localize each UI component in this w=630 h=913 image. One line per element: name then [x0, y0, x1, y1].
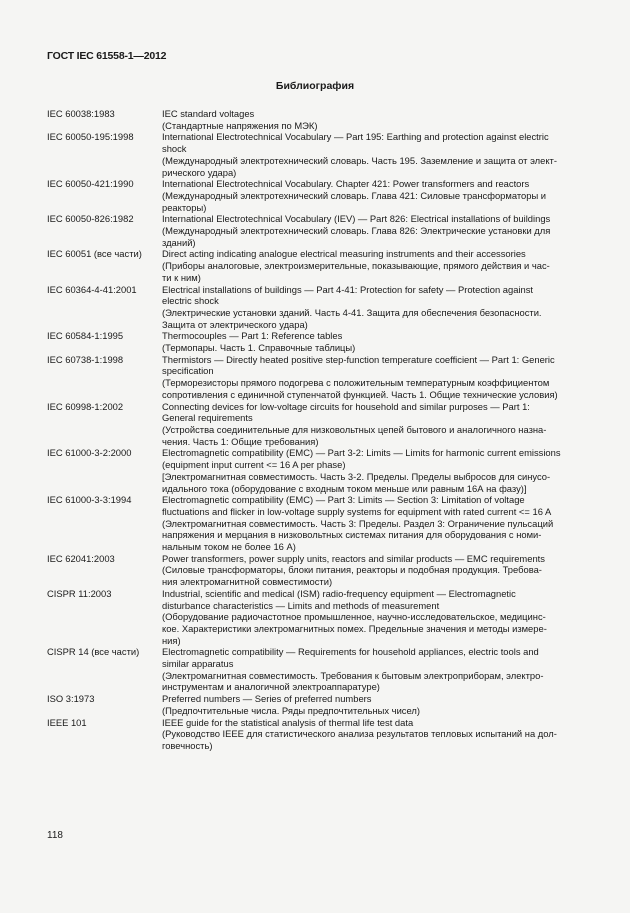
- bibliography-list: [47, 108, 583, 752]
- entry-description-line: Power transformers, power supply units, reactors and similar products — EMC requirements: [162, 552, 545, 564]
- entry-description-line: (Приборы аналоговые, электроизмерительные, показывающие, прямого действия и час-: [162, 260, 550, 272]
- entry-description-line: fluctuations and flicker in low-voltage supply systems for equipment with rated current <= 16 A: [162, 505, 552, 517]
- entry-code: ISO 3:1973: [47, 693, 95, 705]
- entry-description-line: (Предпочтительные числа. Ряды предпочтительных чисел): [162, 704, 420, 716]
- entry-description-line: [Электромагнитная совместимость. Часть 3-2. Пределы. Пределы выбросов для синусо-: [162, 470, 551, 482]
- bibliography-entry: [47, 108, 583, 131]
- bibliography-entry: [47, 447, 583, 494]
- entry-code: CISPR 14 (все части): [47, 646, 140, 658]
- entry-description-line: IEC standard voltages: [162, 108, 255, 119]
- entry-description-line: Защита от электрического удара): [162, 318, 308, 330]
- entry-description-line: International Electrotechnical Vocabulary — Part 195: Earthing and protection against electric: [162, 131, 549, 143]
- entry-description-line: Direct acting indicating analogue electrical measuring instruments and their accessories: [162, 248, 526, 260]
- entry-description-line: specification: [162, 365, 214, 377]
- bibliography-entry: [47, 401, 583, 448]
- entry-description-line: Preferred numbers — Series of preferred numbers: [162, 693, 372, 705]
- entry-description-line: ния электромагнитной совместимости): [162, 576, 333, 588]
- entry-code: IEC 60051 (все части): [47, 248, 142, 260]
- entry-description-line: Thermocouples — Part 1: Reference tables: [162, 330, 343, 342]
- entry-code: IEC 60998-1:2002: [47, 400, 124, 412]
- entry-description-line: (Электромагнитная совместимость. Часть 3: Пределы. Раздел 3: Ограничение пульсаций: [162, 517, 554, 529]
- entry-description-line: electric shock: [162, 295, 219, 307]
- entry-description-line: similar apparatus: [162, 658, 234, 670]
- entry-description-line: International Electrotechnical Vocabulary (IEV) — Part 826: Electrical installations of buildings: [162, 213, 551, 225]
- entry-description-line: нальным током не более 16 А): [162, 541, 296, 553]
- entry-description-line: реакторы): [162, 201, 207, 213]
- page-number: 118: [47, 830, 63, 841]
- entry-description-line: (Силовые трансформаторы, блоки питания, реакторы и подобная продукция. Требова-: [162, 564, 542, 576]
- entry-description-line: кое. Характеристики электромагнитных помех. Предельные значения и методы измере-: [162, 622, 547, 634]
- entry-description-line: (Международный электротехнический словарь. Часть 195. Заземление и защита от элект-: [162, 154, 557, 166]
- entry-description-line: чения. Часть 1: Общие требования): [162, 435, 319, 447]
- entry-description: [162, 553, 583, 588]
- bibliography-entry: [47, 693, 583, 716]
- entry-code: IEC 60050-421:1990: [47, 178, 134, 190]
- entry-description-line: Thermistors — Directly heated positive step-function temperature coefficient — Part 1: Generic: [162, 353, 555, 365]
- entry-description-line: (Терморезисторы прямого подогрева с положительным температурным коэффициентом: [162, 377, 550, 389]
- entry-code: IEC 60050-195:1998: [47, 131, 134, 143]
- bibliography-entry: [47, 131, 583, 178]
- entry-description-line: инструментам и аналогичной электроаппаратуре): [162, 681, 380, 693]
- entry-description: [162, 354, 583, 401]
- bibliography-entry: [47, 553, 583, 588]
- entry-code: IEC 60584-1:1995: [47, 330, 124, 342]
- entry-description: [162, 213, 583, 248]
- entry-description: [162, 178, 583, 213]
- bibliography-entry: [47, 588, 583, 647]
- entry-description: [162, 108, 583, 131]
- entry-description-line: (Международный электротехнический словарь. Глава 826: Электрические установки для: [162, 225, 551, 237]
- bibliography-entry: [47, 717, 583, 752]
- entry-code: IEC 60050-826:1982: [47, 213, 134, 225]
- entry-code: IEEE 101: [47, 716, 87, 728]
- bibliography-entry: [47, 354, 583, 401]
- entry-description: [162, 330, 583, 353]
- entry-description-line: (Электрические установки зданий. Часть 4-41. Защита для обеспечения безопасности.: [162, 306, 542, 318]
- entry-description-line: ти к ним): [162, 271, 201, 283]
- entry-code: IEC 60038:1983: [47, 108, 115, 119]
- entry-description-line: (Оборудование радиочастотное промышленное, научно-исследовательское, медицинс-: [162, 611, 546, 623]
- entry-description-line: General requirements: [162, 412, 253, 424]
- section-title: Библиография: [275, 80, 355, 92]
- entry-description-line: International Electrotechnical Vocabulary. Chapter 421: Power transformers and reactors: [162, 178, 530, 190]
- entry-description-line: (Термопары. Часть 1. Справочные таблицы): [162, 342, 356, 354]
- entry-description: [162, 693, 583, 716]
- entry-description: [162, 131, 583, 178]
- entry-code: IEC 60364-4-41:2001: [47, 283, 137, 295]
- entry-description-line: (Руководство IEEE для статистического анализа результатов тепловых испытаний на дол-: [162, 728, 557, 740]
- entry-description-line: Electromagnetic compatibility (EMC) — Part 3-2: Limits — Limits for harmonic current emissions: [162, 447, 561, 459]
- entry-description: [162, 248, 583, 283]
- entry-description: [162, 494, 583, 553]
- entry-description: [162, 284, 583, 331]
- entry-code: IEC 62041:2003: [47, 552, 115, 564]
- entry-code: IEC 60738-1:1998: [47, 353, 124, 365]
- entry-description-line: говечность): [162, 739, 213, 751]
- entry-description: [162, 447, 583, 494]
- entry-description-line: (equipment input current <= 16 A per phase): [162, 459, 346, 471]
- entry-description-line: Connecting devices for low-voltage circuits for household and similar purposes — Part 1:: [162, 400, 530, 412]
- entry-description-line: напряжения и мерцания в низковольтных системах питания для оборудования с номи-: [162, 529, 542, 541]
- entry-description-line: Industrial, scientific and medical (ISM) radio-frequency equipment — Electromagnetic: [162, 587, 516, 599]
- bibliography-entry: [47, 178, 583, 213]
- bibliography-entry: [47, 284, 583, 331]
- entry-code: IEC 61000-3-2:2000: [47, 447, 132, 459]
- entry-description-line: IEEE guide for the statistical analysis of thermal life test data: [162, 716, 414, 728]
- entry-description-line: сопротивления с единичной ступенчатой функцией. Часть 1. Общие технические условия): [162, 388, 558, 400]
- entry-description: [162, 401, 583, 448]
- entry-code: CISPR 11:2003: [47, 587, 112, 599]
- entry-description-line: ния): [162, 634, 181, 646]
- entry-description-line: зданий): [162, 236, 196, 248]
- entry-description-line: (Устройства соединительные для низковольтных цепей бытового и аналогичного назна-: [162, 423, 547, 435]
- entry-description-line: disturbance characteristics — Limits and methods of measurement: [162, 599, 440, 611]
- entry-description-line: идального тока (оборудование с входным током меньше или равным 16А на фазу)]: [162, 482, 527, 494]
- entry-description-line: shock: [162, 143, 187, 155]
- entry-description-line: Electromagnetic compatibility (EMC) — Part 3: Limits — Section 3: Limitation of voltage: [162, 494, 525, 506]
- document-header: ГОСТ IEC 61558-1—2012: [47, 50, 167, 62]
- entry-description-line: рического удара): [162, 166, 237, 178]
- entry-description: [162, 717, 583, 752]
- bibliography-entry: [47, 330, 583, 353]
- entry-description-line: (Стандартные напряжения по МЭК): [162, 119, 318, 131]
- bibliography-entry: [47, 646, 583, 693]
- entry-code: IEC 61000-3-3:1994: [47, 494, 132, 506]
- entry-description-line: (Международный электротехнический словарь. Глава 421: Силовые трансформаторы и: [162, 189, 547, 201]
- entry-description-line: (Электромагнитная совместимость. Требования к бытовым электроприборам, электро-: [162, 669, 544, 681]
- bibliography-entry: [47, 494, 583, 553]
- entry-description-line: Electrical installations of buildings — Part 4-41: Protection for safety — Protection against: [162, 283, 534, 295]
- bibliography-entry: [47, 213, 583, 248]
- entry-description: [162, 588, 583, 647]
- entry-description-line: Electromagnetic compatibility — Requirements for household appliances, electric tools and: [162, 646, 539, 658]
- bibliography-entry: [47, 248, 583, 283]
- entry-description: [162, 646, 583, 693]
